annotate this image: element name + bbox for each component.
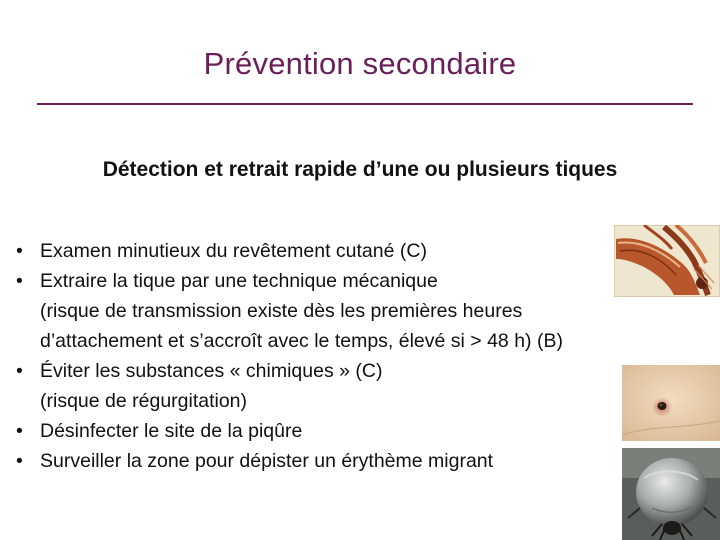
title-divider [37,103,693,105]
bullet-item [16,416,706,446]
bullet-text: Examen minutieux du revêtement cutané (C) [40,240,427,262]
bullet-text: Éviter les substances « chimiques » (C) [40,360,383,382]
bullet-continuation: (risque de transmission existe dès les premières heures [40,300,523,322]
bullet-continuation: d’attachement et s’accroît avec le temps, élevé si > 48 h) (B) [40,330,563,352]
bullet-text: Surveiller la zone pour dépister un érythème migrant [40,450,494,472]
bullet-item [16,266,706,356]
bullet-dot: • [16,420,23,442]
bullet-dot: • [16,240,23,262]
bullet-dot: • [16,450,23,472]
tick-closeup-photo [622,448,720,540]
tick-on-skin-photo [622,365,720,441]
slide-subtitle: Détection et retrait rapide d’une ou plusieurs tiques [102,158,618,181]
bullet-item [16,446,706,476]
bullet-text: Extraire la tique par une technique mécanique [40,270,438,292]
bullet-item [16,236,706,266]
tick-mouthparts-illustration [614,225,720,297]
bullet-dot: • [16,270,23,292]
bullet-text: Désinfecter le site de la piqûre [40,420,303,442]
bullet-dot: • [16,360,23,382]
bullet-item [16,356,706,416]
bullet-continuation: (risque de régurgitation) [40,390,248,412]
slide-title: Prévention secondaire [203,46,517,81]
bullet-list [16,236,706,476]
